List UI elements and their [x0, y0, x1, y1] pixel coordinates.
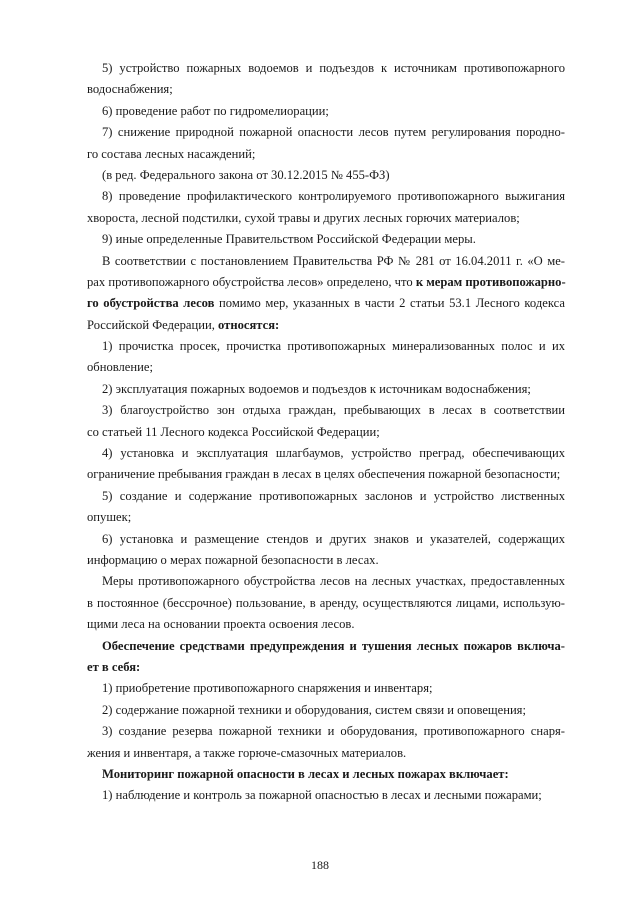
text-line	[87, 315, 565, 336]
text-run: помимо мер, указанных в части 2 статьи 53.1 Лесного кодекса	[214, 296, 565, 311]
text-line: водоснабжения;	[87, 82, 173, 97]
text-line: 1) наблюдение и контроль за пожарной опасностью в лесах и лесными пожарами;	[102, 788, 542, 803]
bold-run: Мониторинг пожарной опасности в лесах и лесных пожарах включает:	[102, 766, 509, 781]
bold-run: ет в себя:	[87, 659, 141, 674]
text-line: 2) содержание пожарной техники и оборудования, систем связи и оповещения;	[102, 702, 526, 717]
bold-run: относятся:	[218, 317, 280, 332]
text-line: В соответствии с постановлением Правительства РФ № 281 от 16.04.2011 г. «О ме-	[102, 253, 565, 268]
text-line: 2) эксплуатация пожарных водоемов и подъездов к источникам водоснабжения;	[102, 381, 531, 396]
text-line: 3) создание резерва пожарной техники и оборудования, противопожарного снаря-	[102, 724, 565, 739]
text-line: 5) создание и содержание противопожарных заслонов и устройство лиственных	[102, 488, 565, 503]
text-line: 6) установка и размещение стендов и других знаков и указателей, содержащих	[102, 531, 565, 546]
text-line: 4) установка и эксплуатация шлагбаумов, устройство преград, обеспечивающих	[102, 446, 565, 461]
bold-run: Обеспечение средствами предупреждения и тушения лесных пожаров включа-	[102, 638, 565, 653]
section-heading	[87, 636, 565, 657]
text-line: Меры противопожарного обустройства лесов на лесных участках, предоставленных	[102, 574, 565, 589]
text-line: 1) прочистка просек, прочистка противопожарных минерализованных полос и их	[102, 339, 565, 354]
text-line	[87, 293, 565, 314]
text-line: информацию о мерах пожарной безопасности в лесах.	[87, 552, 379, 567]
text-line: опушек;	[87, 510, 132, 525]
text-line: жения и инвентаря, а также горюче-смазочных материалов.	[87, 745, 407, 760]
text-line: 6) проведение работ по гидромелиорации;	[102, 103, 329, 118]
text-line: щими леса на основании проекта освоения лесов.	[87, 617, 355, 632]
section-heading	[87, 657, 565, 678]
text-run: Российской Федерации,	[87, 317, 218, 332]
page-number: 188	[311, 858, 329, 872]
text-line: хвороста, лесной подстилки, сухой травы и других лесных горючих материалов;	[87, 210, 520, 225]
bold-run: го обустройства лесов	[87, 296, 215, 311]
text-line: со статьей 11 Лесного кодекса Российской Федерации;	[87, 424, 380, 439]
text-line: 9) иные определенные Правительством Российской Федерации меры.	[102, 232, 476, 247]
text-line: в постоянное (бессрочное) пользование, в аренду, осуществляются лицами, использую-	[87, 595, 565, 610]
text-line: 3) благоустройство зон отдыха граждан, пребывающих в лесах в соответствии	[102, 403, 565, 418]
text-line: 5) устройство пожарных водоемов и подъездов к источникам противопожарного	[102, 61, 565, 75]
text-line	[87, 272, 565, 293]
bold-run: к мерам противопожарно-	[415, 274, 566, 289]
text-line: ограничение пребывания граждан в лесах в целях обеспечения пожарной безопасности;	[87, 467, 561, 482]
text-line: 7) снижение природной пожарной опасности лесов путем регулирования породно-	[102, 125, 565, 140]
text-line: 8) проведение профилактического контролируемого противопожарного выжигания	[102, 189, 565, 204]
text-line: (в ред. Федерального закона от 30.12.2015 № 455-ФЗ)	[102, 167, 390, 182]
text-run: рах противопожарного обустройства лесов» определено, что	[87, 274, 416, 289]
text-line: 1) приобретение противопожарного снаряжения и инвентаря;	[102, 681, 433, 696]
body-text	[87, 58, 565, 807]
text-line: обновление;	[87, 360, 153, 375]
text-line: го состава лесных насаждений;	[87, 146, 256, 161]
section-heading	[87, 764, 565, 785]
